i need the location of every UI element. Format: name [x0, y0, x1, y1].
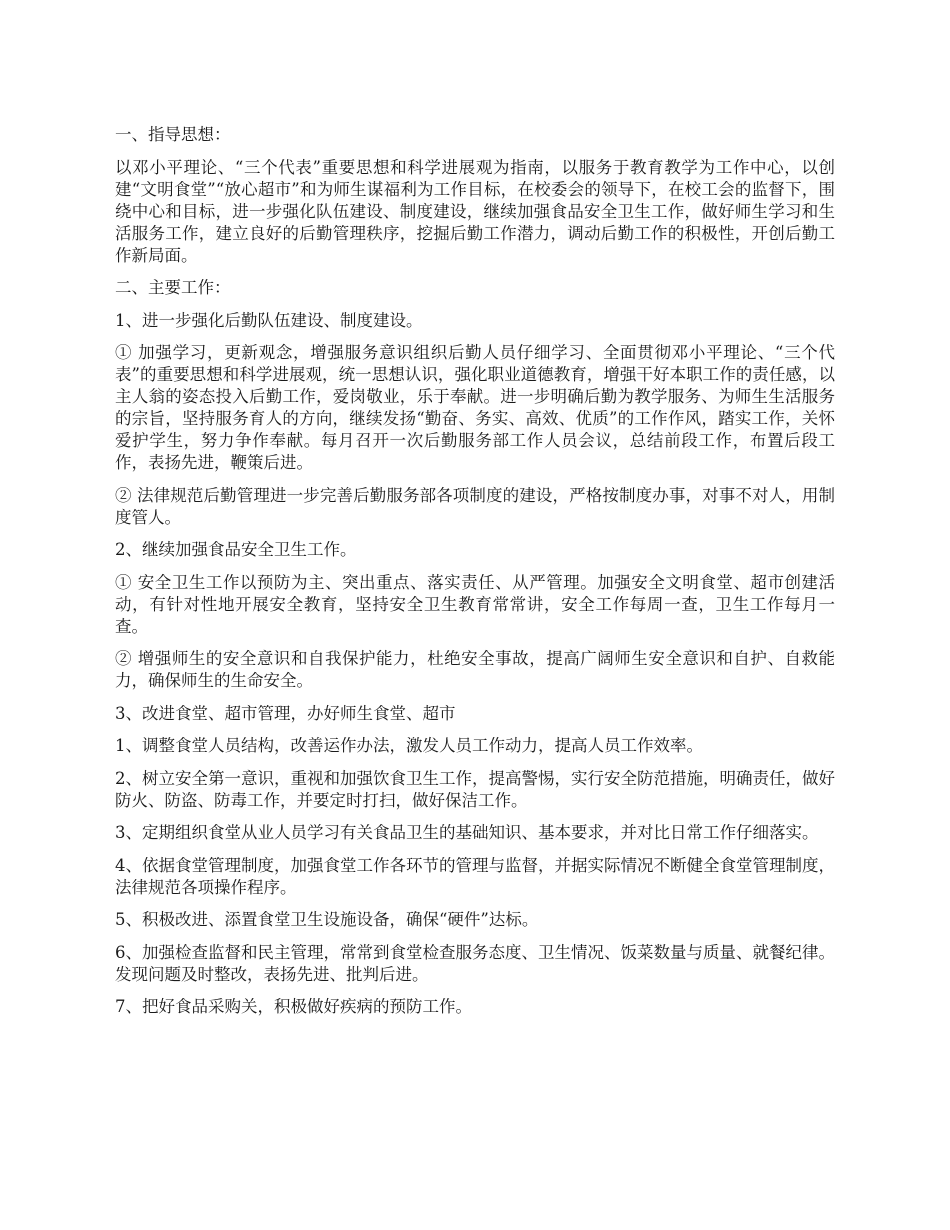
guiding-thought-paragraph: 以邓小平理论、“三个代表”重要思想和科学进展观为指南，以服务于教育教学为工作中心，以创建“文明食堂”“放心超市”和为师生谋福利为工作目标，在校委会的领导下，在校工会的监督下，围绕中心和目标，进一步强化队伍建设、制度建设，继续加强食品安全卫生工作，做好师生学习和生活服务工作，建立良好的后勤管理秩序，挖掘后勤工作潜力，调动后勤工作的积极性，开创后勤工作新局面。: [115, 157, 835, 265]
item-heading-food-safety: 2、继续加强食品安全卫生工作。: [115, 540, 357, 559]
section-heading-main-work: 二、主要工作：: [115, 278, 231, 297]
canteen-measure-2: 2、树立安全第一意识，重视和加强饮食卫生工作，提高警惕，实行安全防范措施，明确责任，做好防火、防盗、防毒工作，并要定时打扫，做好保洁工作。: [115, 768, 835, 810]
food-safety-point-2: ② 增强师生的安全意识和自我保护能力，杜绝安全事故，提高广阔师生安全意识和自护、自救能力，确保师生的生命安全。: [115, 649, 835, 690]
canteen-measure-7: 7、把好食品采购关，积极做好疾病的预防工作。: [115, 997, 472, 1016]
canteen-measure-1: 1、调整食堂人员结构，改善运作办法，激发人员工作动力，提高人员工作效率。: [115, 736, 703, 755]
team-building-point-1: ① 加强学习，更新观念，增强服务意识组织后勤人员仔细学习、全面贯彻邓小平理论、“三个代表”的重要思想和科学进展观，统一思想认识，强化职业道德教育，增强干好本职工作的责任感，以主人翁的姿态投入后勤工作，爱岗敬业，乐于奉献。进一步明确后勤为教学服务、为师生生活服务的宗旨，坚持服务育人的方向，继续发扬“勤奋、务实、高效、优质”的工作作风，踏实工作，关怀爱护学生，努力争作奉献。每月召开一次后勤服务部工作人员会议，总结前段工作，布置后段工作，表扬先进，鞭策后进。: [115, 343, 835, 472]
item-heading-canteen-management: 3、改进食堂、超市管理，办好师生食堂、超市: [115, 703, 456, 723]
canteen-measure-4: 4、依据食堂管理制度，加强食堂工作各环节的管理与监督，并据实际情况不断健全食堂管理制度，法律规范各项操作程序。: [115, 855, 835, 897]
team-building-point-2: ② 法律规范后勤管理进一步完善后勤服务部各项制度的建设，严格按制度办事，对事不对人，用制度管人。: [115, 485, 835, 527]
canteen-measure-3: 3、定期组织食堂从业人员学习有关食品卫生的基础知识、基本要求，并对比日常工作仔细落实。: [115, 823, 819, 842]
canteen-measure-6: 6、加强检查监督和民主管理，常常到食堂检查服务态度、卫生情况、饭菜数量与质量、就餐纪律。发现问题及时整改，表扬先进、批判后进。: [115, 942, 835, 984]
food-safety-point-1: ① 安全卫生工作以预防为主、突出重点、落实责任、从严管理。加强安全文明食堂、超市创建活动，有针对性地开展安全教育，坚持安全卫生教育常常讲，安全工作每周一查，卫生工作每月一查。: [115, 572, 835, 636]
item-heading-team-building: 1、进一步强化后勤队伍建设、制度建设。: [115, 310, 423, 330]
document-body: [115, 124, 835, 1029]
section-heading-guiding-thought: 一、指导思想：: [115, 125, 231, 144]
canteen-measure-5: 5、积极改进、添置食堂卫生设施设备，确保“硬件”达标。: [115, 910, 539, 929]
